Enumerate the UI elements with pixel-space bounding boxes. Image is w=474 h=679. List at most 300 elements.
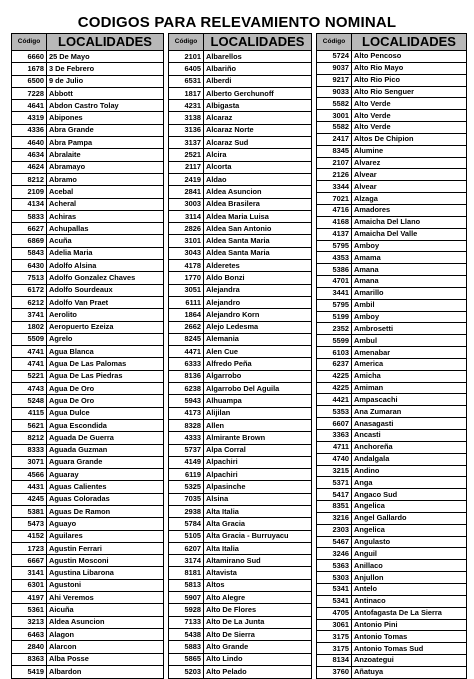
code-cell: 8363 (12, 653, 47, 665)
locality-cell: Alto Pencoso (352, 51, 467, 63)
locality-cell: Aerolito (47, 309, 164, 321)
locality-cell: Alto Rio Mayo (352, 62, 467, 74)
locality-cell: Agustin Mosconi (47, 555, 164, 567)
locality-cell: Alejandro Korn (204, 309, 312, 321)
locality-cell: Albigasta (204, 100, 312, 112)
code-cell: 1723 (12, 542, 47, 554)
locality-cell: Ambrosetti (352, 323, 467, 335)
locality-cell: Alto Lindo (204, 653, 312, 665)
locality-cell: Angel Gallardo (352, 512, 467, 524)
locality-cell: Adolfo Van Praet (47, 296, 164, 308)
table-row (169, 210, 312, 222)
table-row (12, 296, 164, 308)
table-row (169, 223, 312, 235)
locality-cell: Alemania (204, 333, 312, 345)
table-row (169, 505, 312, 517)
locality-cell: Alpachiri (204, 469, 312, 481)
code-cell: 3137 (169, 137, 204, 149)
table-row (317, 643, 467, 655)
table-row (169, 469, 312, 481)
locality-cell: Antinaco (352, 595, 467, 607)
locality-cell: Altos De Chipion (352, 133, 467, 145)
table-row (169, 481, 312, 493)
table-row (12, 665, 164, 678)
table-row (169, 444, 312, 456)
locality-cell: Albarellos (204, 51, 312, 63)
table-row (12, 407, 164, 419)
code-cell: 6301 (12, 579, 47, 591)
table-row (12, 161, 164, 173)
locality-cell: Alcorta (204, 161, 312, 173)
locality-cell: Amaicha Del Valle (352, 228, 467, 240)
table-row (317, 666, 467, 678)
code-cell: 8345 (317, 145, 352, 157)
locality-cell: Alta Gracia - Burruyacu (204, 530, 312, 542)
table-row (169, 260, 312, 272)
code-cell: 3215 (317, 465, 352, 477)
table-row (317, 477, 467, 489)
code-cell: 5943 (169, 395, 204, 407)
locality-cell: 9 de Julio (47, 75, 164, 87)
locality-cell: Alta Italia (204, 505, 312, 517)
table-row (169, 247, 312, 259)
table-row (317, 86, 467, 98)
code-cell: 4152 (12, 530, 47, 542)
code-cell: 5509 (12, 333, 47, 345)
locality-cell: Agustoni (47, 579, 164, 591)
table-row (12, 641, 164, 653)
code-cell: 5417 (317, 489, 352, 501)
code-cell: 3003 (169, 198, 204, 210)
table-header-row (12, 34, 164, 51)
table-row (12, 444, 164, 456)
locality-cell: Agua De Oro (47, 383, 164, 395)
table-row (12, 235, 164, 247)
locality-cell: Antonio Tomas Sud (352, 643, 467, 655)
locality-cell: Alpa Corral (204, 444, 312, 456)
code-cell: 8136 (169, 370, 204, 382)
table-row (12, 186, 164, 198)
code-cell: 6172 (12, 284, 47, 296)
table-row (169, 419, 312, 431)
locality-cell: Aguas De Ramon (47, 505, 164, 517)
table-row (317, 335, 467, 347)
table-row (12, 432, 164, 444)
locality-cell: Aldea Brasilera (204, 198, 312, 210)
table-row (317, 406, 467, 418)
locality-cell: Ambul (352, 335, 467, 347)
locality-cell: Ana Zumaran (352, 406, 467, 418)
code-cell: 3246 (317, 548, 352, 560)
locality-cell: 25 De Mayo (47, 51, 164, 63)
locality-cell: Alzaga (352, 193, 467, 205)
locality-cell: Anguil (352, 548, 467, 560)
code-cell: 4740 (317, 453, 352, 465)
codes-table-2 (168, 33, 312, 679)
code-cell: 7035 (169, 493, 204, 505)
locality-cell: Achupallas (47, 223, 164, 235)
table-row (12, 481, 164, 493)
locality-cell: Aldea Asuncion (204, 186, 312, 198)
table-row (12, 592, 164, 604)
table-row (317, 323, 467, 335)
locality-cell: Abralaite (47, 149, 164, 161)
table-row (169, 112, 312, 124)
code-cell: 1864 (169, 309, 204, 321)
table-row (169, 628, 312, 640)
table-row (317, 228, 467, 240)
code-cell: 5303 (317, 572, 352, 584)
code-cell: 8333 (12, 444, 47, 456)
locality-cell: Amadores (352, 204, 467, 216)
code-cell: 4701 (317, 276, 352, 288)
locality-cell: Alderetes (204, 260, 312, 272)
locality-cell: Agua De Oro (47, 395, 164, 407)
code-cell: 6667 (12, 555, 47, 567)
code-cell: 3071 (12, 456, 47, 468)
locality-cell: Aguayo (47, 518, 164, 530)
code-column-header: Código (317, 34, 352, 51)
locality-cell: Albardon (47, 665, 164, 678)
code-cell: 5795 (317, 299, 352, 311)
table-row (12, 124, 164, 136)
locality-cell: Altavista (204, 567, 312, 579)
code-cell: 4168 (317, 216, 352, 228)
locality-cell: Alpasinche (204, 481, 312, 493)
table-row (317, 619, 467, 631)
code-cell: 3138 (169, 112, 204, 124)
table-row (317, 512, 467, 524)
code-cell: 4178 (169, 260, 204, 272)
locality-cell: Agrelo (47, 333, 164, 345)
table-row (317, 430, 467, 442)
locality-cell: Angulasto (352, 536, 467, 548)
table-row (12, 198, 164, 210)
table-row (317, 453, 467, 465)
locality-cell: Amiman (352, 382, 467, 394)
code-cell: 5248 (12, 395, 47, 407)
table-row (169, 309, 312, 321)
code-cell: 6430 (12, 260, 47, 272)
table-row (12, 223, 164, 235)
code-cell: 4319 (12, 112, 47, 124)
table-row (317, 441, 467, 453)
table-row (12, 100, 164, 112)
code-cell: 3213 (12, 616, 47, 628)
table-header-row (317, 34, 467, 51)
table-row (317, 287, 467, 299)
table-row (317, 276, 467, 288)
locality-cell: Abipones (47, 112, 164, 124)
locality-cell: Angaco Sud (352, 489, 467, 501)
locality-cell: Allen (204, 419, 312, 431)
table-row (317, 382, 467, 394)
table-row (169, 592, 312, 604)
locality-cell: Alto De Sierra (204, 628, 312, 640)
locality-cell: Alto Verde (352, 98, 467, 110)
locality-cell: Antonio Pini (352, 619, 467, 631)
code-cell: 5361 (12, 604, 47, 616)
table-row (12, 555, 164, 567)
locality-column-header: LOCALIDADES (204, 34, 312, 51)
locality-cell: Alto Grande (204, 641, 312, 653)
code-cell: 3363 (317, 430, 352, 442)
locality-cell: Ampascachi (352, 394, 467, 406)
code-cell: 3344 (317, 181, 352, 193)
code-cell: 5907 (169, 592, 204, 604)
code-cell: 4225 (317, 370, 352, 382)
locality-cell: Acebal (47, 186, 164, 198)
locality-cell: Abbott (47, 87, 164, 99)
table-row (169, 51, 312, 63)
table-row (317, 418, 467, 430)
table-row (317, 181, 467, 193)
locality-cell: Ambil (352, 299, 467, 311)
code-cell: 3175 (317, 631, 352, 643)
code-cell: 7513 (12, 272, 47, 284)
locality-cell: Anjullon (352, 572, 467, 584)
code-cell: 8212 (12, 173, 47, 185)
table-row (169, 493, 312, 505)
code-cell: 7228 (12, 87, 47, 99)
code-cell: 5381 (12, 505, 47, 517)
code-cell: 2826 (169, 223, 204, 235)
locality-cell: Alto Verde (352, 122, 467, 134)
locality-cell: Alfredo Peña (204, 358, 312, 370)
code-column-header: Código (169, 34, 204, 51)
table-row (12, 395, 164, 407)
code-cell: 5386 (317, 264, 352, 276)
code-cell: 5928 (169, 604, 204, 616)
table-row (12, 505, 164, 517)
locality-cell: Alvear (352, 181, 467, 193)
code-cell: 5865 (169, 653, 204, 665)
code-cell: 6237 (317, 358, 352, 370)
locality-cell: Alta Gracia (204, 518, 312, 530)
code-cell: 2352 (317, 323, 352, 335)
code-cell: 1802 (12, 321, 47, 333)
locality-cell: Alejandro (204, 296, 312, 308)
code-cell: 9217 (317, 74, 352, 86)
code-cell: 8212 (12, 432, 47, 444)
table-row (169, 653, 312, 665)
code-cell: 5467 (317, 536, 352, 548)
code-cell: 5795 (317, 240, 352, 252)
table-row (12, 518, 164, 530)
table-row (12, 567, 164, 579)
locality-cell: Alen Cue (204, 346, 312, 358)
code-cell: 3051 (169, 284, 204, 296)
locality-cell: Alijilan (204, 407, 312, 419)
code-cell: 4134 (12, 198, 47, 210)
table-row (169, 358, 312, 370)
locality-cell: Angelica (352, 501, 467, 513)
locality-cell: Aguaray (47, 469, 164, 481)
code-column-header: Código (12, 34, 47, 51)
locality-cell: Acuña (47, 235, 164, 247)
locality-cell: Alhuampa (204, 395, 312, 407)
table-row (12, 51, 164, 63)
table-row (169, 333, 312, 345)
code-cell: 4173 (169, 407, 204, 419)
table-row (317, 370, 467, 382)
code-cell: 6660 (12, 51, 47, 63)
table-row (317, 169, 467, 181)
code-cell: 6607 (317, 418, 352, 430)
table-row (169, 149, 312, 161)
locality-cell: Amenabar (352, 347, 467, 359)
table-row (317, 51, 467, 63)
locality-cell: Algarrobo Del Aguila (204, 383, 312, 395)
locality-cell: Alejandra (204, 284, 312, 296)
code-cell: 3174 (169, 555, 204, 567)
code-cell: 4641 (12, 100, 47, 112)
table-row (317, 74, 467, 86)
table-row (12, 383, 164, 395)
code-cell: 6212 (12, 296, 47, 308)
table-row (317, 157, 467, 169)
table-row (12, 284, 164, 296)
code-cell: 4431 (12, 481, 47, 493)
code-cell: 5203 (169, 665, 204, 678)
code-cell: 5419 (12, 665, 47, 678)
locality-cell: Alta Italia (204, 542, 312, 554)
locality-cell: Acheral (47, 198, 164, 210)
code-cell: 5883 (169, 641, 204, 653)
locality-cell: Antofagasta De La Sierra (352, 607, 467, 619)
code-cell: 4225 (317, 382, 352, 394)
locality-cell: Anasagasti (352, 418, 467, 430)
locality-cell: Angelica (352, 524, 467, 536)
code-cell: 6531 (169, 75, 204, 87)
code-cell: 4149 (169, 456, 204, 468)
code-cell: 5582 (317, 98, 352, 110)
table-row (317, 62, 467, 74)
table-row (317, 98, 467, 110)
locality-cell: Agua De Las Piedras (47, 370, 164, 382)
table-row (12, 87, 164, 99)
locality-cell: Algarrobo (204, 370, 312, 382)
table-row (12, 358, 164, 370)
locality-cell: Ancasti (352, 430, 467, 442)
code-cell: 6869 (12, 235, 47, 247)
code-cell: 2840 (12, 641, 47, 653)
code-cell: 8351 (317, 501, 352, 513)
locality-cell: Alba Posse (47, 653, 164, 665)
code-cell: 4716 (317, 204, 352, 216)
table-row (317, 204, 467, 216)
code-cell: 8134 (317, 655, 352, 667)
locality-cell: Aldea San Antonio (204, 223, 312, 235)
locality-cell: Alejo Ledesma (204, 321, 312, 333)
locality-cell: Alsina (204, 493, 312, 505)
locality-cell: Aguas Coloradas (47, 493, 164, 505)
table-row (169, 456, 312, 468)
code-cell: 6627 (12, 223, 47, 235)
locality-cell: Aldo Bonzi (204, 272, 312, 284)
code-cell: 4421 (317, 394, 352, 406)
locality-cell: Aldea Santa Maria (204, 235, 312, 247)
table-row (12, 346, 164, 358)
code-cell: 2841 (169, 186, 204, 198)
code-cell: 3136 (169, 124, 204, 136)
table-header-row (169, 34, 312, 51)
codes-table-1 (11, 33, 164, 679)
table-row (317, 133, 467, 145)
locality-cell: 3 De Febrero (47, 63, 164, 75)
locality-cell: Aguas Calientes (47, 481, 164, 493)
locality-cell: Almirante Brown (204, 432, 312, 444)
locality-cell: Alagon (47, 628, 164, 640)
table-row (12, 272, 164, 284)
page-title: CODIGOS PARA RELEVAMIENTO NOMINAL (77, 14, 397, 31)
table-row (169, 161, 312, 173)
table-row (317, 595, 467, 607)
locality-cell: Altos (204, 579, 312, 591)
locality-cell: Alvarez (352, 157, 467, 169)
code-cell: 5813 (169, 579, 204, 591)
table-row (169, 641, 312, 653)
code-cell: 5473 (12, 518, 47, 530)
table-row (12, 653, 164, 665)
code-cell: 5221 (12, 370, 47, 382)
locality-cell: Amicha (352, 370, 467, 382)
locality-cell: Añatuya (352, 666, 467, 678)
table-row (169, 272, 312, 284)
table-row (317, 394, 467, 406)
code-cell: 4705 (317, 607, 352, 619)
table-row (12, 247, 164, 259)
code-cell: 7133 (169, 616, 204, 628)
locality-cell: Anzoategui (352, 655, 467, 667)
table-row (12, 112, 164, 124)
table-row (317, 536, 467, 548)
code-cell: 4471 (169, 346, 204, 358)
table-row (169, 186, 312, 198)
table-row (12, 493, 164, 505)
table-row (317, 583, 467, 595)
code-cell: 5599 (317, 335, 352, 347)
table-row (317, 347, 467, 359)
table-row (12, 469, 164, 481)
code-cell: 4743 (12, 383, 47, 395)
locality-cell: Aguara Grande (47, 456, 164, 468)
table-row (317, 548, 467, 560)
locality-cell: Aldea Maria Luisa (204, 210, 312, 222)
locality-cell: Andino (352, 465, 467, 477)
table-row (12, 321, 164, 333)
code-cell: 2303 (317, 524, 352, 536)
code-cell: 4711 (317, 441, 352, 453)
locality-cell: Agua Blanca (47, 346, 164, 358)
locality-cell: Alcaraz Norte (204, 124, 312, 136)
code-cell: 6103 (317, 347, 352, 359)
code-cell: 5371 (317, 477, 352, 489)
code-cell: 6333 (169, 358, 204, 370)
table-row (317, 607, 467, 619)
table-row (12, 260, 164, 272)
locality-cell: Aeropuerto Ezeiza (47, 321, 164, 333)
locality-cell: Alcaraz Sud (204, 137, 312, 149)
code-cell: 8181 (169, 567, 204, 579)
code-cell: 5199 (317, 311, 352, 323)
locality-cell: Alvear (352, 169, 467, 181)
table-row (169, 555, 312, 567)
table-row (317, 122, 467, 134)
locality-cell: Achiras (47, 210, 164, 222)
locality-cell: Amana (352, 276, 467, 288)
code-cell: 2117 (169, 161, 204, 173)
